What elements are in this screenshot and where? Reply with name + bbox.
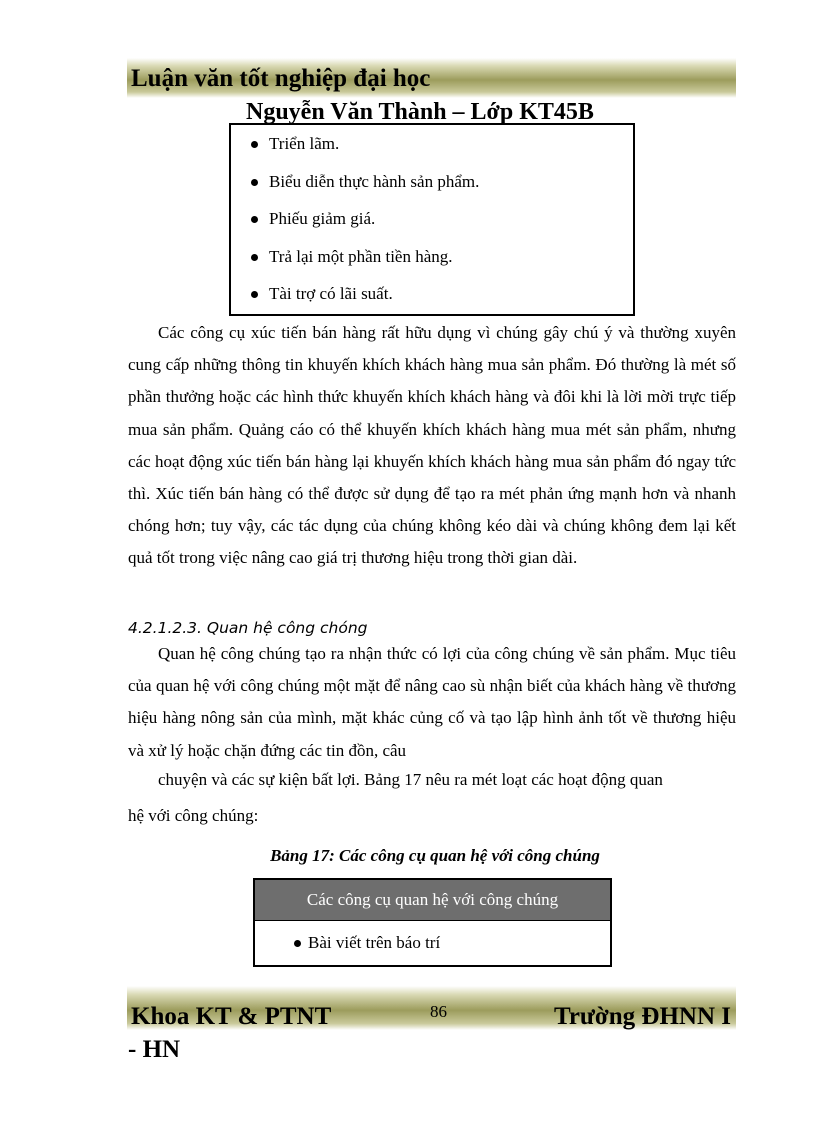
paragraph-public-relations-end: hệ với công chúng: bbox=[128, 806, 259, 825]
list-item: Triển lãm. bbox=[269, 133, 633, 171]
table-caption: Bảng 17: Các công cụ quan hệ với công chúng bbox=[270, 846, 600, 865]
document-header-title: Luận văn tốt nghiệp đại học bbox=[131, 65, 431, 92]
bullet-icon bbox=[251, 179, 258, 186]
bullet-icon bbox=[251, 254, 258, 261]
bullet-icon bbox=[251, 216, 258, 223]
bullet-icon bbox=[251, 141, 258, 148]
paragraph-public-relations: Quan hệ công chúng tạo ra nhận thức có lợi của công chúng về sản phẩm. Mục tiêu của quan hệ với công chúng một mặt để nâng cao sù nhận biết của khách hàng về thương hiệu hàng nông sản của mình, mặt khác củng cố và tạo lập hình ảnh tốt về thương hiệu và xử lý hoặc chặn đứng các tin đồn, câu bbox=[128, 644, 736, 760]
bullet-icon bbox=[294, 940, 301, 947]
pr-tools-table bbox=[253, 878, 612, 967]
footer-university: Trường ĐHNN I bbox=[554, 1003, 732, 1030]
list-item: Biểu diễn thực hành sản phẩm. bbox=[269, 171, 633, 209]
author-line: Nguyễn Văn Thành – Lớp KT45B bbox=[246, 99, 594, 125]
promotion-tools-box bbox=[229, 123, 635, 316]
footer-faculty: Khoa KT & PTNT bbox=[131, 1003, 332, 1030]
page-number: 86 bbox=[430, 1002, 447, 1021]
section-heading: 4.2.1.2.3. Quan hệ công chóng bbox=[128, 619, 368, 637]
table-header: Các công cụ quan hệ với công chúng bbox=[255, 880, 610, 921]
list-item: Trả lại một phần tiền hàng. bbox=[269, 246, 633, 284]
paragraph-sales-promotion: Các công cụ xúc tiến bán hàng rất hữu dụng vì chúng gây chú ý và thường xuyên cung cấp những thông tin khuyến khích khách hàng mua sản phẩm. Đó thường là mét số phần thưởng hoặc các hình thức khuyến khích khách hàng và đôi khi là lời mời trực tiếp mua sản phẩm. Quảng cáo có thể khuyến khích khách hàng mua mét sản phẩm, nhưng các hoạt động xúc tiến bán hàng lại khuyến khích khách hàng mua sản phẩm đó ngay tức thì. Xúc tiến bán hàng có thể được sử dụng để tạo ra mét phản ứng mạnh hơn và nhanh chóng hơn; tuy vậy, các tác dụng của chúng không kéo dài và chúng không đem lại kết quả tốt trong việc nâng cao giá trị thương hiệu trong thời gian dài. bbox=[128, 323, 736, 568]
paragraph-public-relations-cont: chuyện và các sự kiện bất lợi. Bảng 17 nêu ra mét loạt các hoạt động quan bbox=[158, 770, 663, 789]
table-row: Bài viết trên báo trí bbox=[255, 932, 610, 954]
list-item: Tài trợ có lãi suất. bbox=[269, 283, 633, 321]
bullet-icon bbox=[251, 291, 258, 298]
footer-faculty-cont: - HN bbox=[128, 1036, 181, 1063]
list-item: Phiếu giảm giá. bbox=[269, 208, 633, 246]
